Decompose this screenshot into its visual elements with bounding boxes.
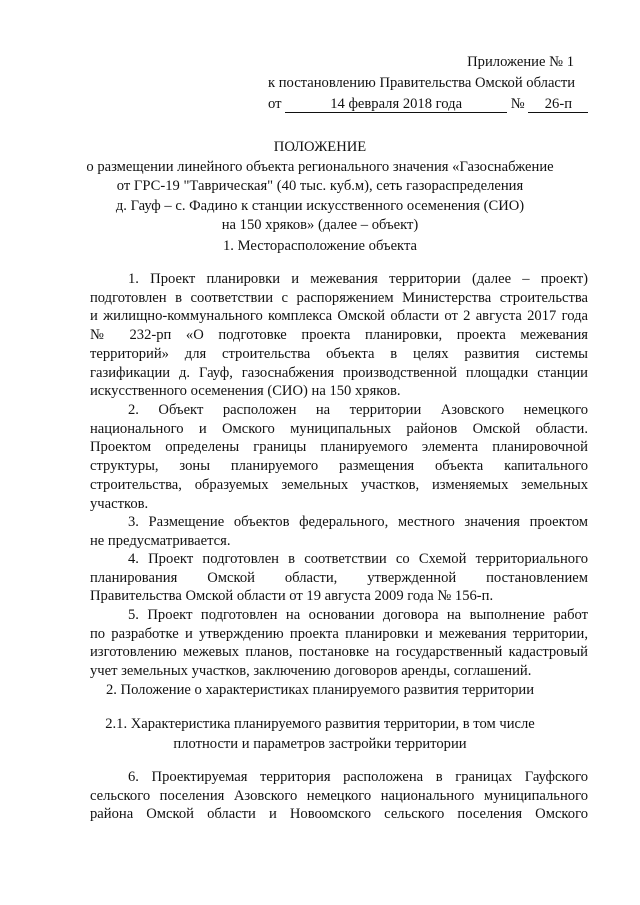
text-line: строительства, образуемых земельных участков, изменяемых земельных [90, 476, 588, 493]
text-line: Правительства Омской области от 19 августа 2009 года № 156-п. [90, 588, 494, 605]
text-line: 5. Проект подготовлен на основании договора на выполнение работ [128, 607, 588, 623]
paragraph-6 [90, 768, 588, 824]
title-line: от ГРС-19 "Таврическая" (40 тыс. куб.м), сеть газораспределения [116, 178, 524, 194]
section-2-heading: 2. Положение о характеристиках планируемого развития территории [105, 682, 535, 698]
paragraph-2 [90, 401, 588, 513]
subsection-2-1-heading [0, 714, 640, 754]
text-line: 2. Объект расположен на территории Азовского немецкого [128, 402, 588, 418]
text-line: и жилищно-коммунального комплекса Омской области от 2 августа 2017 года [90, 308, 588, 325]
text-line: учет земельных участков, заключению договоров аренды, соглашений. [90, 663, 532, 680]
text-line: 3. Размещение объектов федерального, местного значения проектом [128, 514, 588, 530]
paragraph-1 [90, 270, 588, 401]
appendix-header [268, 52, 608, 115]
decree-number: 26-п [528, 96, 588, 113]
number-prefix: № [510, 96, 525, 112]
text-line: структуры, зоны планируемого размещения объекта капитального [90, 458, 588, 475]
text-line: сельского поселения Азовского немецкого национального муниципального [90, 787, 588, 804]
text-line: 1. Проект планировки и межевания территории (далее – проект) [128, 271, 588, 287]
subsection-line: 2.1. Характеристика планируемого развития территории, в том числе [105, 716, 535, 732]
text-line: газификации д. Гауф, газоснабжения производственной площадки станции [90, 364, 588, 381]
text-line: территорий» для строительства объекта в целях развития системы [90, 345, 588, 362]
decree-date: 14 февраля 2018 года [285, 96, 507, 113]
text-line: участков. [90, 495, 149, 512]
title-line: на 150 хряков» (далее – объект) [221, 217, 419, 233]
text-line: № 232-рп «О подготовке проекта планировки, проекта межевания [90, 327, 588, 344]
appendix-reference: к постановлению Правительства Омской области [268, 75, 576, 91]
text-line: национального и Омского муниципальных районов Омской области. [90, 420, 588, 437]
title-line: д. Гауф – с. Фадино к станции искусственного осеменения (СИО) [115, 197, 525, 214]
appendix-number: Приложение № 1 [467, 54, 574, 70]
title-line: ПОЛОЖЕНИЕ [273, 139, 367, 155]
date-prefix: от [268, 96, 282, 112]
paragraph-4 [90, 550, 588, 606]
title-line: о размещении линейного объекта регионального значения «Газоснабжение [86, 158, 554, 175]
document-title [0, 138, 640, 236]
section-1-heading: 1. Месторасположение объекта [223, 238, 417, 254]
paragraph-3 [90, 513, 588, 550]
text-line: подготовлен в соответствии с распоряжением Министерства строительства [90, 289, 588, 306]
text-line: по разработке и утверждению проекта планировки и межевания территории, [90, 625, 588, 642]
paragraph-5 [90, 606, 588, 681]
text-line: Проектом определены границы планируемого элемента планировочной [90, 439, 588, 456]
text-line: планирования Омской области, утвержденной постановлением [90, 569, 588, 586]
subsection-line: плотности и параметров застройки территории [173, 736, 467, 752]
appendix-date-line [268, 94, 608, 115]
text-line: не предусматривается. [90, 532, 231, 549]
text-line: 4. Проект подготовлен в соответствии со Схемой территориального [128, 551, 588, 567]
text-line: изготовлению межевых планов, постановке на государственный кадастровый [90, 644, 588, 661]
text-line: 6. Проектируемая территория расположена в границах Гауфского [128, 769, 588, 785]
text-line: искусственного осеменения (СИО) на 150 хряков. [90, 383, 401, 400]
text-line: района Омской области и Новоомского сельского поселения Омского [90, 806, 588, 823]
